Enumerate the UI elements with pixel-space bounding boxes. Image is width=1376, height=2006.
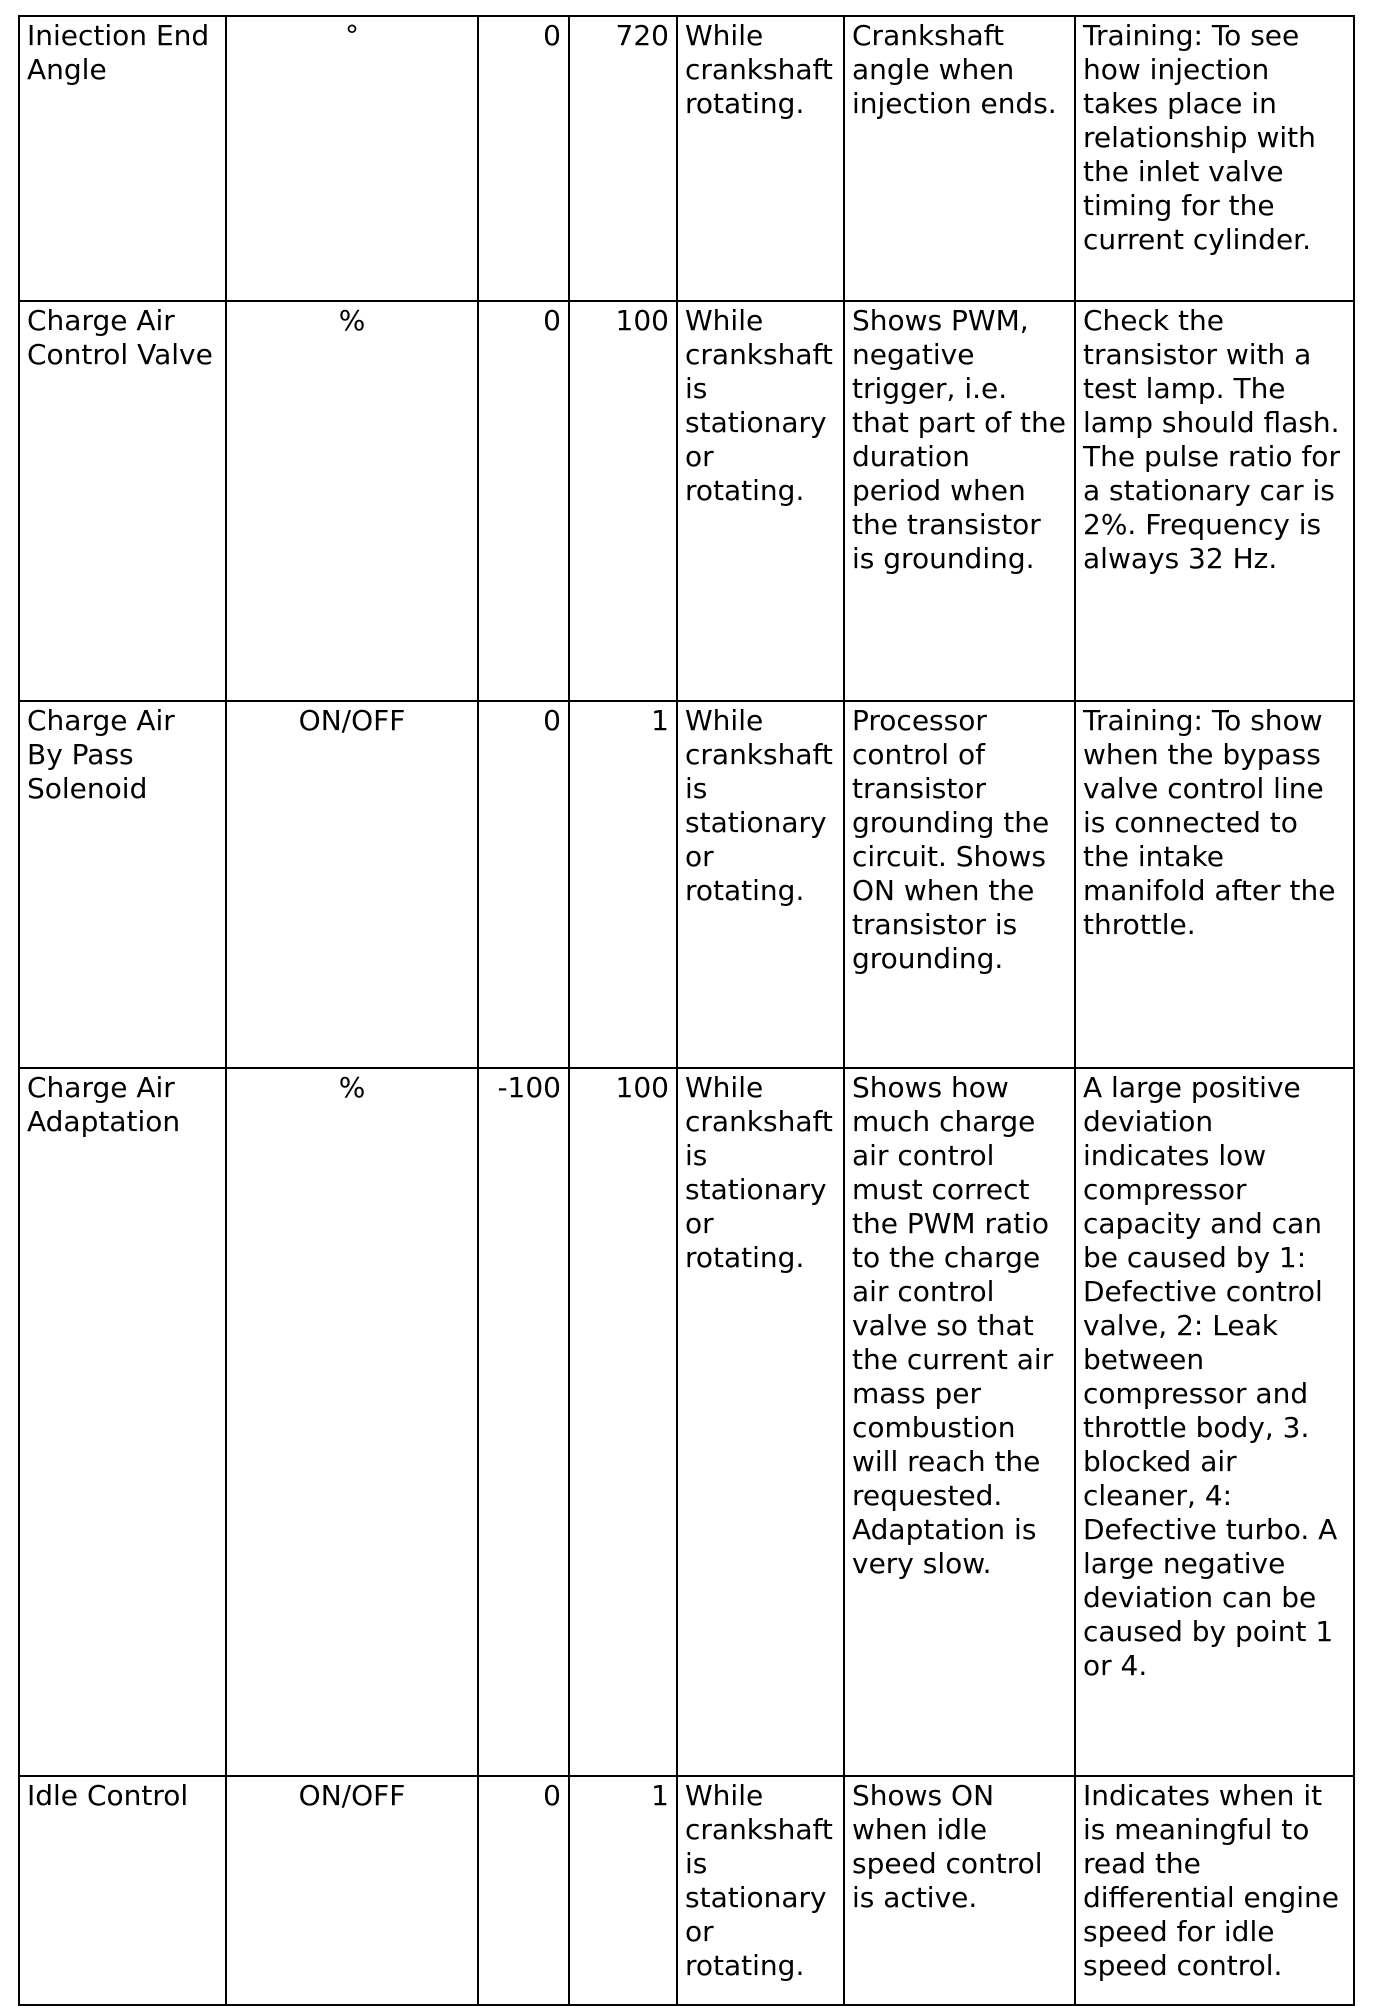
parameter-min: -100: [478, 1068, 569, 1776]
parameter-max: 1: [569, 701, 677, 1068]
table-row: [19, 701, 1354, 1068]
parameter-name: Idle Control: [19, 1776, 226, 2005]
parameter-table: [18, 15, 1355, 2006]
parameter-description: Crankshaft angle when injection ends.: [844, 16, 1075, 301]
table-row: [19, 301, 1354, 701]
parameter-name: Charge Air Control Valve: [19, 301, 226, 701]
parameter-max: 100: [569, 301, 677, 701]
parameter-min: 0: [478, 301, 569, 701]
parameter-note: A large positive deviation indicates low compressor capacity and can be caused by 1: Defective control valve, 2: Leak between compressor and throttle body, 3. blocked air cleaner, 4: Defective turbo. A large negative deviation can be caused by point 1 or 4.: [1075, 1068, 1354, 1776]
parameter-unit: °: [226, 16, 478, 301]
parameter-max: 1: [569, 1776, 677, 2005]
parameter-description: Shows PWM, negative trigger, i.e. that part of the duration period when the transistor is grounding.: [844, 301, 1075, 701]
parameter-unit: ON/OFF: [226, 1776, 478, 2005]
table-row: [19, 1776, 1354, 2005]
parameter-note: Training: To see how injection takes place in relationship with the inlet valve timing for the current cylinder.: [1075, 16, 1354, 301]
parameter-name: Iniection End Angle: [19, 16, 226, 301]
parameter-max: 720: [569, 16, 677, 301]
table-row: [19, 1068, 1354, 1776]
parameter-min: 0: [478, 701, 569, 1068]
parameter-unit: %: [226, 1068, 478, 1776]
parameter-condition: While crankshaft is stationary or rotating.: [677, 1068, 844, 1776]
parameter-description: Shows how much charge air control must correct the PWM ratio to the charge air control valve so that the current air mass per combustion will reach the requested. Adaptation is very slow.: [844, 1068, 1075, 1776]
parameter-unit: %: [226, 301, 478, 701]
parameter-note: Training: To show when the bypass valve control line is connected to the intake manifold after the throttle.: [1075, 701, 1354, 1068]
parameter-condition: While crankshaft is stationary or rotating.: [677, 301, 844, 701]
parameter-max: 100: [569, 1068, 677, 1776]
parameter-note: Check the transistor with a test lamp. The lamp should flash. The pulse ratio for a stationary car is 2%. Frequency is always 32 Hz.: [1075, 301, 1354, 701]
parameter-condition: While crankshaft is stationary or rotating.: [677, 1776, 844, 2005]
parameter-name: Charge Air Adaptation: [19, 1068, 226, 1776]
parameter-min: 0: [478, 1776, 569, 2005]
parameter-condition: While crankshaft rotating.: [677, 16, 844, 301]
table-row: [19, 16, 1354, 301]
parameter-condition: While crankshaft is stationary or rotating.: [677, 701, 844, 1068]
parameter-description: Processor control of transistor grounding the circuit. Shows ON when the transistor is grounding.: [844, 701, 1075, 1068]
parameter-min: 0: [478, 16, 569, 301]
parameter-name: Charge Air By Pass Solenoid: [19, 701, 226, 1068]
parameter-unit: ON/OFF: [226, 701, 478, 1068]
parameter-note: Indicates when it is meaningful to read the differential engine speed for idle speed control.: [1075, 1776, 1354, 2005]
parameter-description: Shows ON when idle speed control is active.: [844, 1776, 1075, 2005]
